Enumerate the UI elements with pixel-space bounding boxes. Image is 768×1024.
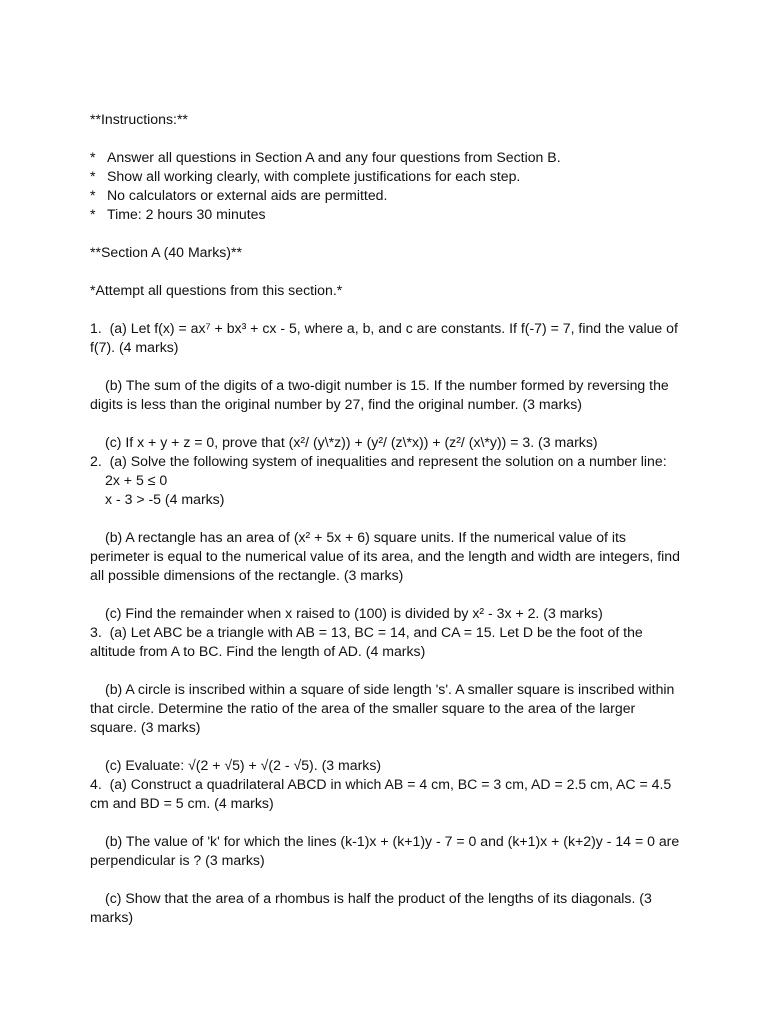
question-3b: (b) A circle is inscribed within a square of side length 's'. A smaller square is inscribed within that circle. Determine the ratio of the area of the smaller square to the area of the larger square. (3 marks) [90, 681, 679, 735]
question-2c: (c) Find the remainder when x raised to (100) is divided by x² - 3x + 2. (3 marks) [105, 605, 603, 621]
instructions-list [90, 148, 686, 224]
bullet-mark: * [90, 149, 96, 165]
question-2b: (b) A rectangle has an area of (x² + 5x + 6) square units. If the numerical value of its perimeter is equal to the numerical value of its area, and the length and width are integers, find all possible dimensions of the rectangle. (3 marks) [90, 529, 684, 583]
section-a-note: *Attempt all questions from this section.* [90, 282, 343, 298]
question-4b: (b) The value of 'k' for which the lines (k-1)x + (k+1)y - 7 = 0 and (k+1)x + (k+2)y - 14 = 0 are perpendicular is ? (3 marks) [90, 833, 684, 868]
question-1c: (c) If x + y + z = 0, prove that (x²/ (y\*z)) + (y²/ (z\*x)) + (z²/ (x\*y)) = 3. (3 marks) [105, 434, 598, 450]
question-1b: (b) The sum of the digits of a two-digit number is 15. If the number formed by reversing the digits is less than the original number by 27, find the original number. (3 marks) [90, 377, 673, 412]
document-body [90, 110, 686, 927]
instruction-item: * No calculators or external aids are permitted. [90, 187, 388, 203]
question-4a: 4. (a) Construct a quadrilateral ABCD in which AB = 4 cm, BC = 3 cm, AD = 2.5 cm, AC = 4.5 cm and BD = 5 cm. (4 marks) [90, 776, 676, 811]
instruction-item: * Answer all questions in Section A and any four questions from Section B. [90, 149, 561, 165]
bullet-mark: * [90, 187, 96, 203]
instruction-item: * Show all working clearly, with complete justifications for each step. [90, 168, 521, 184]
instruction-item: * Time: 2 hours 30 minutes [90, 206, 266, 222]
question-2a: 2. (a) Solve the following system of inequalities and represent the solution on a number line: [90, 453, 667, 469]
question-3c: (c) Evaluate: √(2 + √5) + √(2 - √5). (3 marks) [105, 757, 382, 773]
question-1a: 1. (a) Let f(x) = ax⁷ + bx³ + cx - 5, where a, b, and c are constants. If f(-7) = 7, find the value of f(7). (4 marks) [90, 320, 682, 355]
question-2a-inequality-2: x - 3 > -5 (4 marks) [105, 491, 225, 507]
section-a-heading: **Section A (40 Marks)** [90, 244, 242, 260]
question-4c: (c) Show that the area of a rhombus is half the product of the lengths of its diagonals. (3 marks) [90, 890, 656, 925]
question-3a: 3. (a) Let ABC be a triangle with AB = 13, BC = 14, and CA = 15. Let D be the foot of the altitude from A to BC. Find the length of AD. (4 marks) [90, 624, 647, 659]
instructions-heading: **Instructions:** [90, 111, 188, 127]
bullet-mark: * [90, 168, 96, 184]
question-2a-inequality-1: 2x + 5 ≤ 0 [105, 472, 168, 488]
bullet-mark: * [90, 206, 96, 222]
